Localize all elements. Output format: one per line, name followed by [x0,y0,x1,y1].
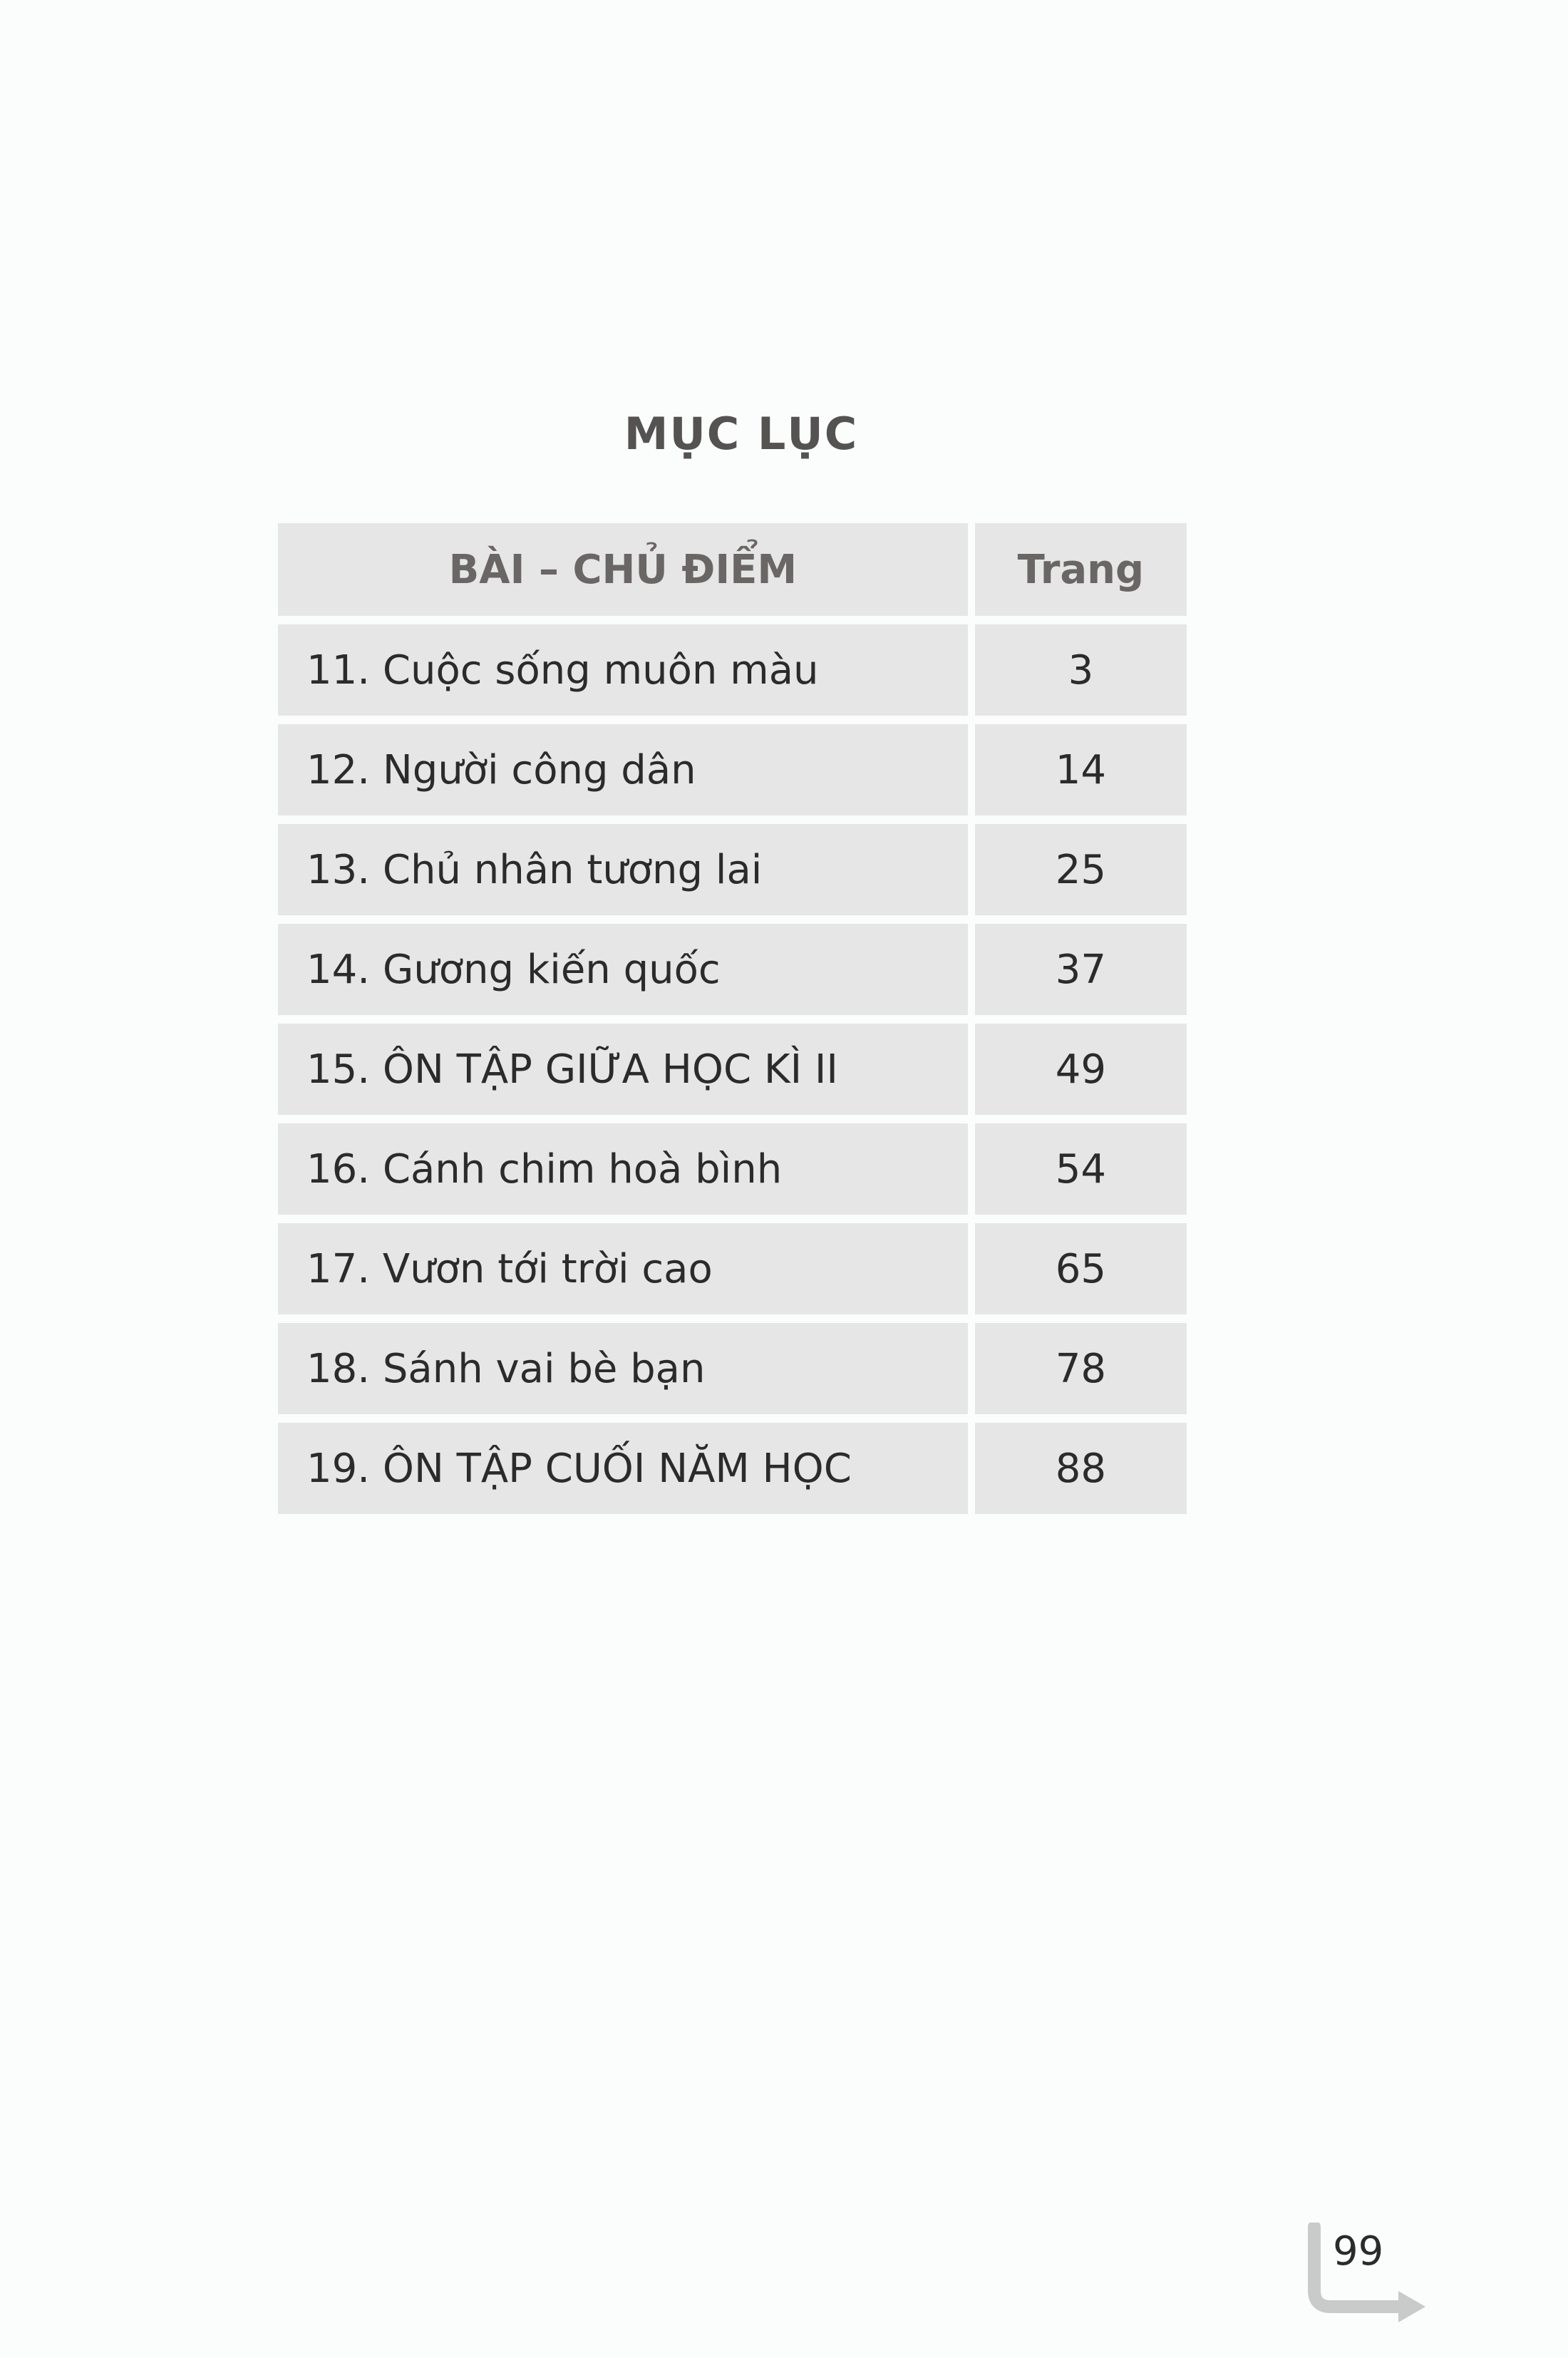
table-row [278,924,1187,1015]
table-row [278,1223,1187,1314]
table-of-contents [271,515,1194,1523]
lesson-title: 14. Gương kiến quốc [278,924,968,1015]
lesson-title: 16. Cánh chim hoà bình [278,1123,968,1215]
table-row [278,1123,1187,1215]
lesson-page: 65 [975,1223,1187,1314]
lesson-page: 78 [975,1323,1187,1414]
header-lesson: BÀI – CHỦ ĐIỂM [278,523,968,616]
table-row [278,1024,1187,1115]
lesson-page: 3 [975,624,1187,716]
lesson-title: 19. ÔN TẬP CUỐI NĂM HỌC [278,1423,968,1514]
table-row [278,824,1187,915]
lesson-page: 25 [975,824,1187,915]
lesson-title: 12. Người công dân [278,724,968,815]
table-row [278,1323,1187,1414]
table-row [278,724,1187,815]
lesson-title: 13. Chủ nhân tương lai [278,824,968,915]
page-title: MỤC LỤC [624,408,859,460]
lesson-page: 37 [975,924,1187,1015]
lesson-page: 88 [975,1423,1187,1514]
lesson-page: 49 [975,1024,1187,1115]
lesson-title: 11. Cuộc sống muôn màu [278,624,968,716]
lesson-title: 17. Vươn tới trời cao [278,1223,968,1314]
page-number-block [1299,2223,1434,2329]
lesson-title: 18. Sánh vai bè bạn [278,1323,968,1414]
lesson-page: 14 [975,724,1187,815]
page-number: 99 [1333,2228,1384,2275]
lesson-page: 54 [975,1123,1187,1215]
table-row [278,624,1187,716]
table-header-row [278,523,1187,616]
lesson-title: 15. ÔN TẬP GIỮA HỌC KÌ II [278,1024,968,1115]
header-page: Trang [975,523,1187,616]
table-row [278,1423,1187,1514]
